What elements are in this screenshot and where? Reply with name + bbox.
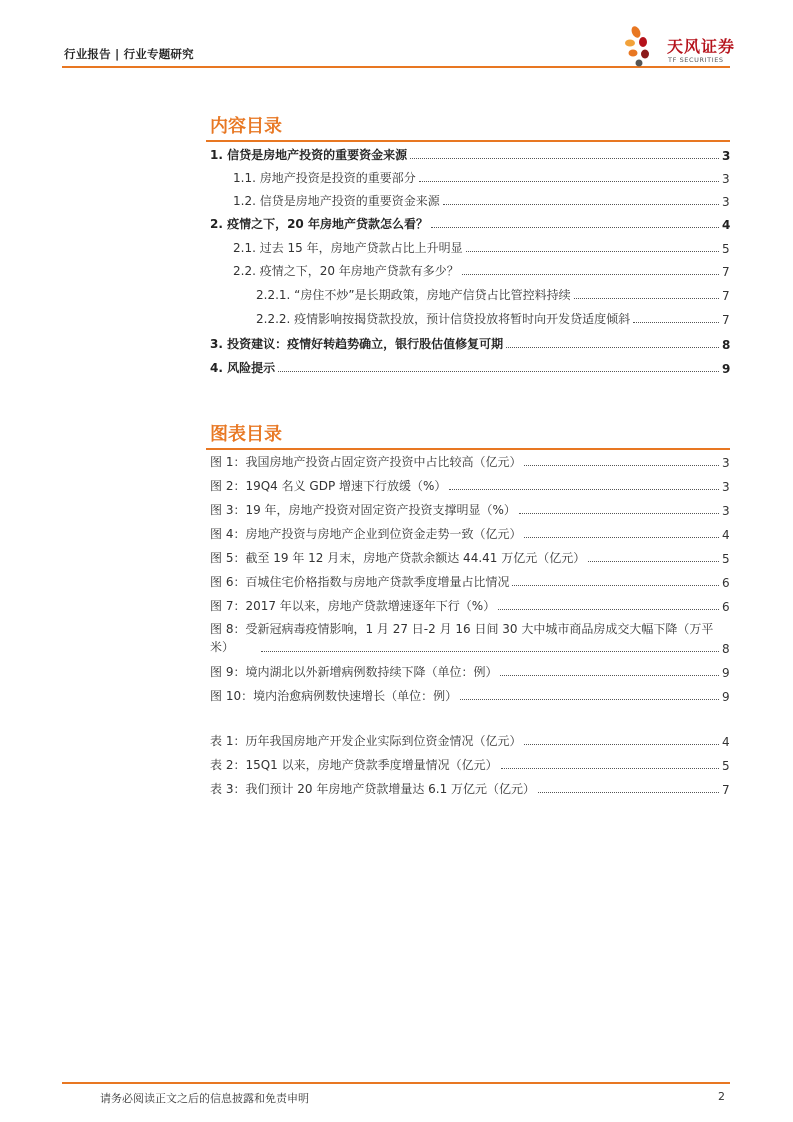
figure-item-page: 5 xyxy=(722,552,730,566)
figure-item-label: 图 4：房地产投资与房地产企业到位资金走势一致（亿元） xyxy=(210,527,522,541)
table-item-page: 5 xyxy=(722,759,730,773)
table-item-label: 表 3：我们预计 20 年房地产贷款增量达 6.1 万亿元（亿元） xyxy=(210,782,536,796)
toc-leader-dots xyxy=(278,371,719,372)
figure-item-10[interactable] xyxy=(210,684,729,704)
footer-disclaimer: 请务必阅读正文之后的信息披露和免责申明 xyxy=(100,1092,309,1105)
toc-leader-dots xyxy=(460,699,719,700)
toc-item-2-2[interactable] xyxy=(233,259,729,279)
toc-title-rule xyxy=(206,140,730,142)
toc-item-page: 9 xyxy=(722,362,731,376)
figure-item-label: 图 1：我国房地产投资占固定资产投资中占比较高（亿元） xyxy=(210,455,522,469)
figure-item-label: 图 8：受新冠病毒疫情影响，1 月 27 日-2 月 16 日间 30 大中城市商品房成交大幅下降（万平米） xyxy=(210,622,714,654)
toc-item-label: 2.2.2. 疫情影响按揭贷款投放，预计信贷投放将暂时向开发贷适度倾斜 xyxy=(256,312,631,326)
figure-item-label: 图 10：境内治愈病例数快速增长（单位：例） xyxy=(210,689,458,703)
toc-leader-dots xyxy=(524,537,719,538)
toc-leader-dots xyxy=(419,181,719,182)
toc-item-label: 2.1. 过去 15 年，房地产贷款占比上升明显 xyxy=(233,241,463,255)
figure-item-page: 4 xyxy=(722,528,730,542)
figure-item-label: 图 9：境内湖北以外新增病例数持续下降（单位：例） xyxy=(210,665,498,679)
toc-leader-dots xyxy=(462,274,719,275)
toc-item-label: 1.1. 房地产投资是投资的重要部分 xyxy=(233,171,416,185)
figure-item-7[interactable] xyxy=(210,594,729,614)
figure-item-1[interactable] xyxy=(210,450,729,470)
figure-item-page: 9 xyxy=(722,690,730,704)
toc-item-2-2-2[interactable] xyxy=(256,307,729,327)
figure-item-8-leader xyxy=(258,636,729,656)
brand-logo xyxy=(624,24,744,68)
toc-leader-dots xyxy=(501,768,719,769)
table-item-3[interactable] xyxy=(210,777,729,797)
toc-item-label: 1.2. 信贷是房地产投资的重要资金来源 xyxy=(233,194,440,208)
toc-leader-dots xyxy=(524,744,719,745)
page-number: 2 xyxy=(718,1090,725,1103)
toc-item-3[interactable] xyxy=(210,332,729,352)
toc-item-page: 5 xyxy=(722,242,730,256)
figure-item-page: 6 xyxy=(722,600,730,614)
toc-item-label: 2. 疫情之下，20 年房地产贷款怎么看？ xyxy=(210,217,428,231)
figure-item-5[interactable] xyxy=(210,546,729,566)
toc-leader-dots xyxy=(574,298,719,299)
table-item-1[interactable] xyxy=(210,729,729,749)
toc-item-page: 7 xyxy=(722,265,730,279)
figure-item-page: 8 xyxy=(722,642,730,656)
table-item-label: 表 2：15Q1 以来，房地产贷款季度增量情况（亿元） xyxy=(210,758,498,772)
toc-leader-dots xyxy=(506,347,719,348)
figure-item-page: 6 xyxy=(722,576,730,590)
figure-item-label: 图 2：19Q4 名义 GDP 增速下行放缓（%） xyxy=(210,479,447,493)
figure-item-page: 9 xyxy=(722,666,730,680)
logo-chinese-name: 天风证券 xyxy=(667,37,736,56)
toc-leader-dots xyxy=(498,609,719,610)
toc-leader-dots xyxy=(519,513,719,514)
figure-item-9[interactable] xyxy=(210,660,729,680)
toc-item-2[interactable] xyxy=(210,212,729,232)
toc-leader-dots xyxy=(524,465,719,466)
figure-item-label: 图 5：截至 19 年 12 月末，房地产贷款余额达 44.41 万亿元（亿元） xyxy=(210,551,586,565)
table-item-page: 4 xyxy=(722,735,730,749)
logo-petals-icon xyxy=(624,24,660,68)
toc-leader-dots xyxy=(538,792,719,793)
toc-item-label: 2.2.1. “房住不炒”是长期政策，房地产信贷占比管控料持续 xyxy=(256,288,571,302)
toc-leader-dots xyxy=(431,227,719,228)
figure-item-label: 图 7：2017 年以来，房地产贷款增速逐年下行（%） xyxy=(210,599,496,613)
toc-leader-dots xyxy=(466,251,719,252)
footer-divider xyxy=(62,1082,730,1084)
toc-leader-dots xyxy=(410,158,719,159)
toc-item-page: 3 xyxy=(722,149,731,163)
toc-item-4[interactable] xyxy=(210,356,729,376)
toc-item-label: 2.2. 疫情之下，20 年房地产贷款有多少？ xyxy=(233,264,459,278)
figure-item-page: 3 xyxy=(722,480,730,494)
logo-english-name: TF SECURITIES xyxy=(668,56,724,64)
toc-leader-dots xyxy=(512,585,719,586)
table-item-page: 7 xyxy=(722,783,730,797)
toc-leader-dots xyxy=(588,561,719,562)
toc-leader-dots xyxy=(633,322,719,323)
toc-item-2-1[interactable] xyxy=(233,236,729,256)
report-category: 行业报告 | 行业专题研究 xyxy=(64,47,194,61)
toc-item-label: 4. 风险提示 xyxy=(210,361,276,375)
figure-item-2[interactable] xyxy=(210,474,729,494)
figure-item-label: 图 3：19 年，房地产投资对固定资产投资支撑明显（%） xyxy=(210,503,516,517)
figure-item-4[interactable] xyxy=(210,522,729,542)
toc-item-page: 7 xyxy=(722,289,730,303)
toc-leader-dots xyxy=(261,651,719,652)
toc-item-1-2[interactable] xyxy=(233,189,729,209)
table-item-label: 表 1：历年我国房地产开发企业实际到位资金情况（亿元） xyxy=(210,734,522,748)
toc-item-label: 1. 信贷是房地产投资的重要资金来源 xyxy=(210,148,408,162)
toc-item-1-1[interactable] xyxy=(233,166,729,186)
figure-item-page: 3 xyxy=(722,456,730,470)
toc-item-page: 3 xyxy=(722,172,730,186)
figure-item-label: 图 6：百城住宅价格指数与房地产贷款季度增量占比情况 xyxy=(210,575,510,589)
toc-leader-dots xyxy=(443,204,719,205)
figure-item-page: 3 xyxy=(722,504,730,518)
toc-item-label: 3. 投资建议：疫情好转趋势确立，银行股估值修复可期 xyxy=(210,337,504,351)
figures-title: 图表目录 xyxy=(210,424,282,445)
figure-item-6[interactable] xyxy=(210,570,729,590)
toc-item-2-2-1[interactable] xyxy=(256,283,729,303)
toc-item-1[interactable] xyxy=(210,143,729,163)
table-item-2[interactable] xyxy=(210,753,729,773)
toc-item-page: 8 xyxy=(722,338,731,352)
toc-item-page: 4 xyxy=(722,218,731,232)
toc-item-page: 7 xyxy=(722,313,730,327)
toc-leader-dots xyxy=(500,675,719,676)
toc-item-page: 3 xyxy=(722,195,730,209)
toc-title: 内容目录 xyxy=(210,116,282,137)
figure-item-3[interactable] xyxy=(210,498,729,518)
toc-leader-dots xyxy=(449,489,719,490)
